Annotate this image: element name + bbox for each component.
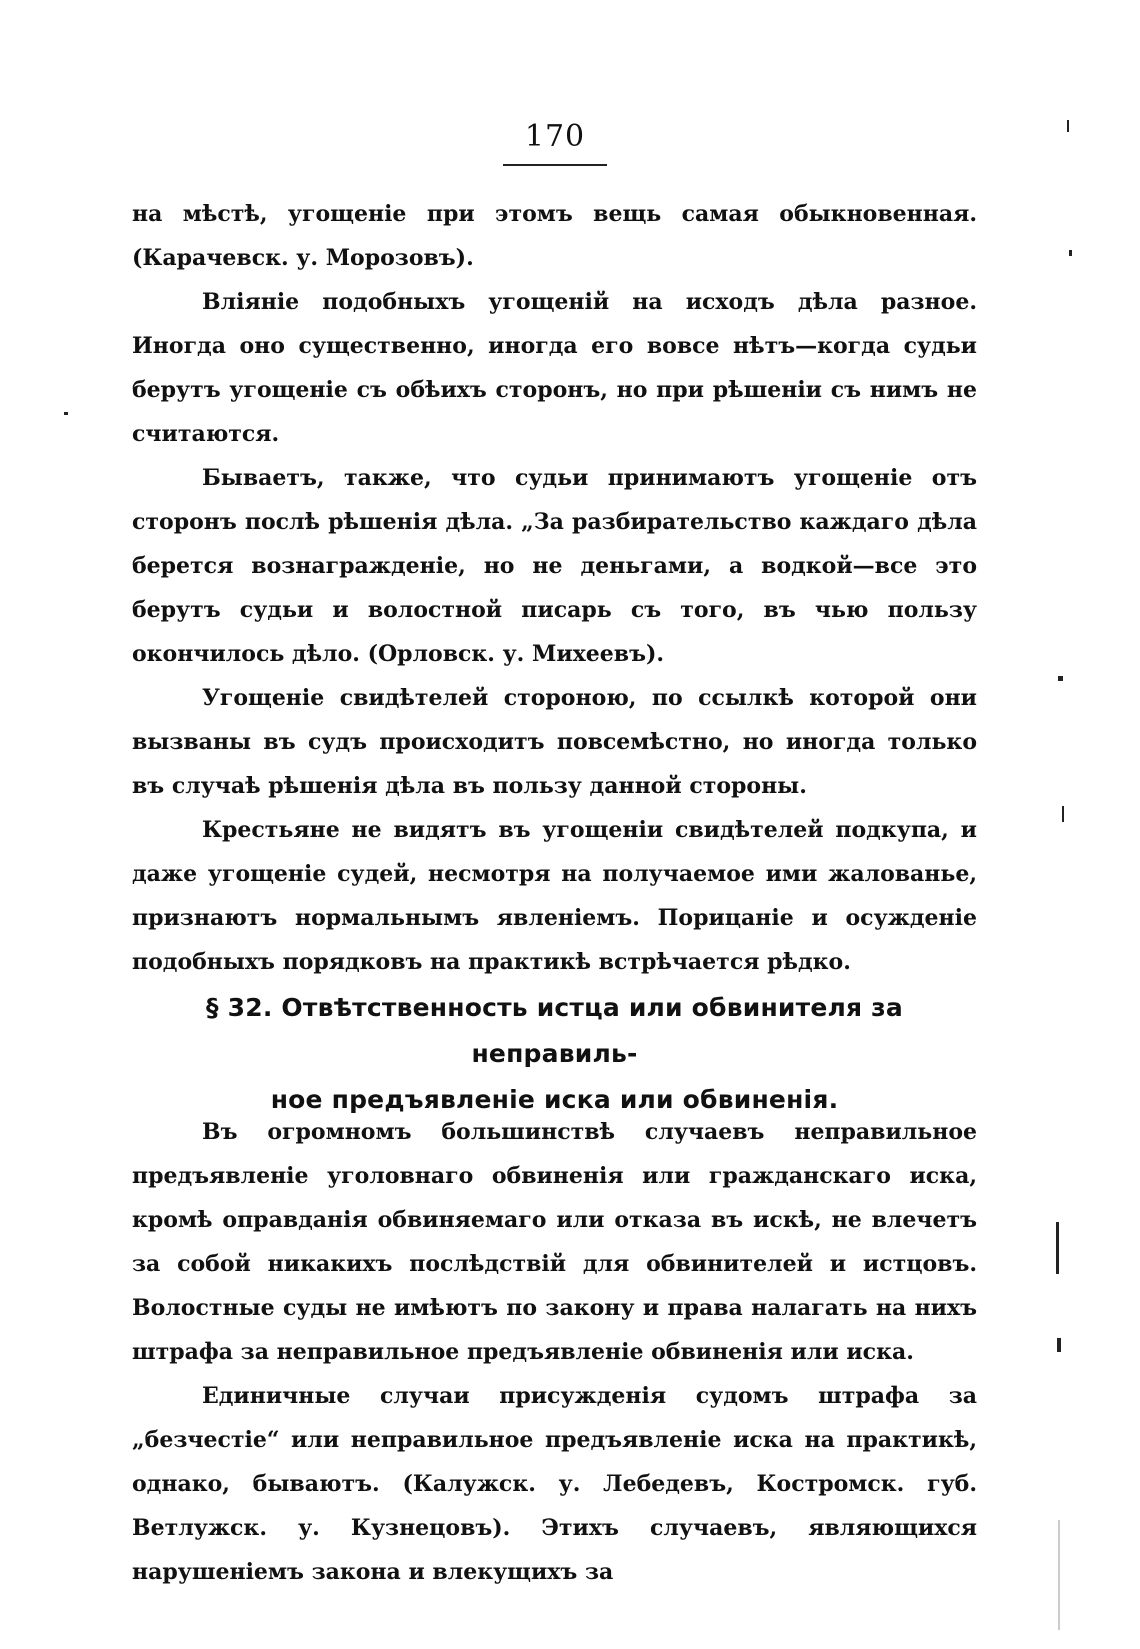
page-number: 170	[524, 119, 586, 154]
scan-mark	[1056, 1222, 1059, 1274]
paragraph: Крестьяне не видятъ въ угощеніи свидѣтелей подкупа, и даже угощеніе судей, несмотря на получаемое ими жалованье, признаютъ нормальнымъ явленіемъ. Порицаніе и осужденіе подобныхъ порядковъ на практикѣ встрѣчается рѣдко.	[132, 817, 977, 975]
scan-mark	[1062, 806, 1064, 822]
section-heading-line-2: ное предъявленіе иска или обвиненія.	[270, 1085, 839, 1114]
text-block-after-section	[132, 1110, 977, 1594]
paragraph: Бываетъ, также, что судьи принимаютъ угощеніе отъ сторонъ послѣ рѣшенія дѣла. „За разбирательство каждаго дѣла берется вознагражденіе, но не деньгами, а водкой—все это берутъ судьи и волостной писарь съ того, въ чью пользу окончилось дѣло. (Орловск. у. Михеевъ).	[132, 465, 977, 667]
scan-mark	[1058, 1520, 1060, 1630]
scan-mark	[64, 412, 68, 415]
section-heading-line-1: § 32. Отвѣтственность истца или обвинителя за неправиль-	[206, 993, 903, 1068]
paragraph: Единичные случаи присужденія судомъ штрафа за „безчестіе“ или неправильное предъявленіе иска на практикѣ, однако, бываютъ. (Калужск. у. Лебедевъ, Костромск. губ. Ветлужск. у. Кузнецовъ). Этихъ случаевъ, являющихся нарушеніемъ закона и влекущихъ за	[132, 1383, 977, 1585]
scan-mark	[1069, 250, 1072, 256]
page-number-rule	[503, 164, 607, 166]
paragraph: Въ огромномъ большинствѣ случаевъ неправильное предъявленіе уголовнаго обвиненія или гражданскаго иска, кромѣ оправданія обвиняемаго или отказа въ искѣ, не влечетъ за собой никакихъ послѣдствій для обвинителей и истцовъ. Волостные суды не имѣютъ по закону и права налагать на нихъ штрафа за неправильное предъявленіе обвиненія или иска.	[132, 1119, 977, 1365]
section-heading	[132, 985, 977, 1123]
scan-mark	[1058, 676, 1063, 681]
text-block-before-section	[132, 192, 977, 984]
paragraph: Вліяніе подобныхъ угощеній на исходъ дѣла разное. Иногда оно существенно, иногда его вовсе нѣтъ—когда судьи берутъ угощеніе съ обѣихъ сторонъ, но при рѣшеніи съ нимъ не считаются.	[132, 289, 977, 447]
scan-mark	[1057, 1338, 1061, 1352]
paragraph: Угощеніе свидѣтелей стороною, по ссылкѣ которой они вызваны въ судъ происходитъ повсемѣстно, но иногда только въ случаѣ рѣшенія дѣла въ пользу данной стороны.	[132, 685, 977, 799]
scan-mark	[1067, 120, 1069, 132]
paragraph-continuation: на мѣстѣ, угощеніе при этомъ вещь самая обыкновенная. (Карачевск. у. Морозовъ).	[132, 201, 977, 271]
